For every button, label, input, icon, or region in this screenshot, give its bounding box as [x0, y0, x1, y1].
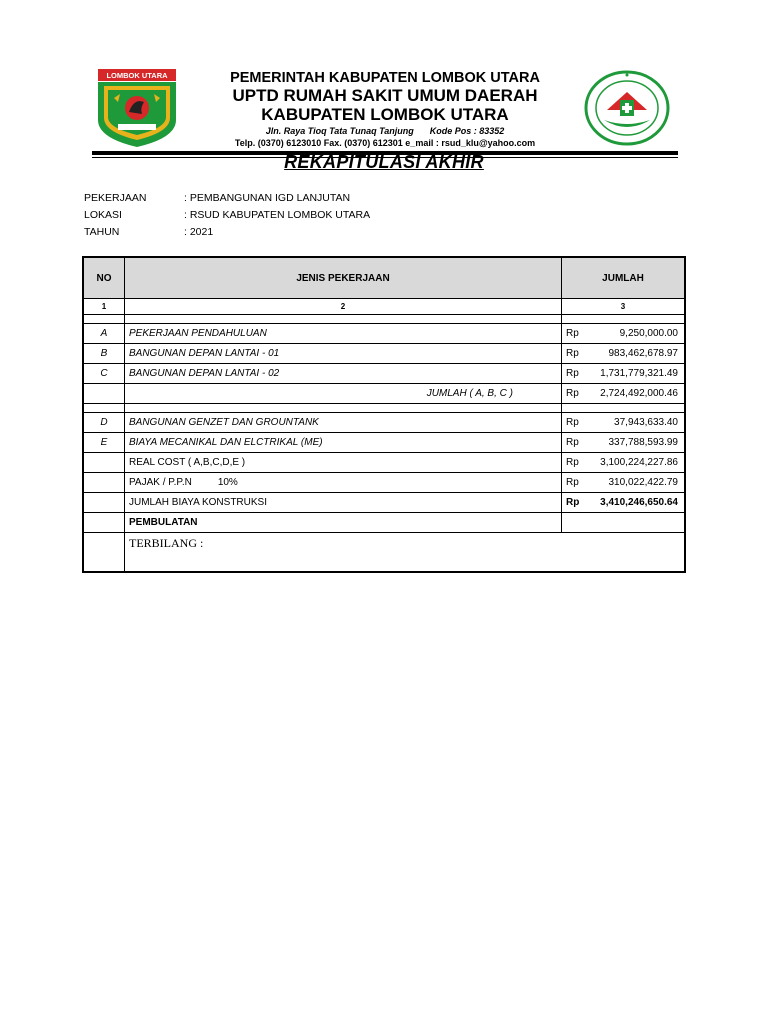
row-amount	[562, 433, 686, 453]
table-header-row	[83, 257, 685, 299]
real-cost-row	[83, 453, 685, 473]
row-amount	[562, 413, 686, 433]
header-jumlah: JUMLAH	[562, 257, 686, 299]
amount-value: 9,250,000.00	[619, 328, 678, 339]
letterhead-contact: Telp. (0370) 6123010 Fax. (0370) 612301 e_mail : rsud_klu@yahoo.com	[234, 138, 536, 148]
pekerjaan-label: PEKERJAAN	[84, 192, 147, 204]
subtotal-amount	[562, 384, 686, 404]
letterhead-line-2: UPTD RUMAH SAKIT UMUM DAERAH	[232, 86, 538, 105]
table-row	[83, 433, 685, 453]
amount-value: 983,462,678.97	[608, 348, 678, 359]
amount-value: 2,724,492,000.46	[600, 388, 678, 399]
row-no: E	[83, 433, 125, 453]
tax-label-cell	[125, 473, 562, 493]
table-row-spacer	[83, 315, 685, 324]
row-label: PEKERJAAN PENDAHULUAN	[125, 324, 562, 344]
amount-value: 37,943,633.40	[614, 417, 678, 428]
row-label: BANGUNAN DEPAN LANTAI - 01	[125, 344, 562, 364]
letterhead-line-3: KABUPATEN LOMBOK UTARA	[261, 105, 509, 124]
lokasi-label: LOKASI	[84, 209, 122, 221]
header-no: NO	[83, 257, 125, 299]
amount-value: 3,410,246,650.64	[600, 497, 678, 508]
terbilang-cell	[125, 533, 686, 573]
tahun-value: : 2021	[184, 226, 214, 238]
rounding-amount	[562, 513, 686, 533]
address-text: Jln. Raya Tioq Tata Tunaq Tanjung	[265, 126, 414, 136]
currency-label: Rp	[566, 388, 579, 399]
amount-value: 337,788,593.99	[608, 437, 678, 448]
tax-label: PAJAK / P.P.N	[129, 477, 192, 488]
real-cost-amount	[562, 453, 686, 473]
row-label: BANGUNAN DEPAN LANTAI - 02	[125, 364, 562, 384]
rounding-row	[83, 513, 685, 533]
row-label: BANGUNAN GENZET DAN GROUNTANK	[125, 413, 562, 433]
currency-label: Rp	[566, 497, 580, 508]
letterhead-address	[200, 125, 570, 137]
postcode-text: Kode Pos : 83352	[429, 126, 505, 136]
row-no: C	[83, 364, 125, 384]
col-number-1: 1	[83, 299, 125, 315]
header-jenis: JENIS PEKERJAAN	[125, 257, 562, 299]
subtotal-label: JUMLAH ( A, B, C )	[125, 384, 562, 404]
row-label: BIAYA MECANIKAL DAN ELCTRIKAL (ME)	[125, 433, 562, 453]
letterhead	[200, 70, 570, 149]
info-pekerjaan	[84, 190, 370, 207]
currency-label: Rp	[566, 437, 579, 448]
pekerjaan-value: : PEMBANGUNAN IGD LANJUTAN	[184, 192, 351, 204]
info-lokasi	[84, 207, 370, 224]
table-row	[83, 413, 685, 433]
document-title: REKAPITULASI AKHIR	[284, 152, 484, 172]
terbilang-row	[83, 533, 685, 573]
amount-value: 3,100,224,227.86	[600, 457, 678, 468]
project-info	[84, 190, 370, 241]
column-number-row	[83, 299, 685, 315]
row-amount	[562, 324, 686, 344]
tax-amount	[562, 473, 686, 493]
currency-label: Rp	[566, 457, 579, 468]
currency-label: Rp	[566, 417, 579, 428]
total-row	[83, 493, 685, 513]
logo-left-text: LOMBOK UTARA	[106, 71, 168, 80]
currency-label: Rp	[566, 348, 579, 359]
terbilang-label: TERBILANG :	[129, 536, 204, 550]
info-tahun	[84, 224, 370, 241]
rsud-logo	[584, 70, 670, 146]
row-amount	[562, 364, 686, 384]
col-number-2: 2	[125, 299, 562, 315]
tahun-label: TAHUN	[84, 226, 120, 238]
tax-rate: 10%	[217, 477, 238, 488]
real-cost-label: REAL COST ( A,B,C,D,E )	[125, 453, 562, 473]
table-row	[83, 324, 685, 344]
tax-row	[83, 473, 685, 493]
row-no: A	[83, 324, 125, 344]
rounding-label: PEMBULATAN	[125, 513, 562, 533]
table-row	[83, 364, 685, 384]
lokasi-value: : RSUD KABUPATEN LOMBOK UTARA	[184, 209, 371, 221]
total-label: JUMLAH BIAYA KONSTRUKSI	[125, 493, 562, 513]
subtotal-row	[83, 384, 685, 404]
table-row	[83, 344, 685, 364]
total-amount	[562, 493, 686, 513]
amount-value: 310,022,422.79	[608, 477, 678, 488]
lombok-utara-emblem	[96, 68, 178, 148]
row-amount	[562, 344, 686, 364]
currency-label: Rp	[566, 368, 579, 379]
currency-label: Rp	[566, 477, 579, 488]
row-no: D	[83, 413, 125, 433]
col-number-3: 3	[562, 299, 686, 315]
recap-table	[82, 256, 686, 573]
table-row-spacer	[83, 404, 685, 413]
letterhead-line-1: PEMERINTAH KABUPATEN LOMBOK UTARA	[230, 70, 540, 86]
currency-label: Rp	[566, 328, 579, 339]
row-no: B	[83, 344, 125, 364]
amount-value: 1,731,779,321.49	[600, 368, 678, 379]
